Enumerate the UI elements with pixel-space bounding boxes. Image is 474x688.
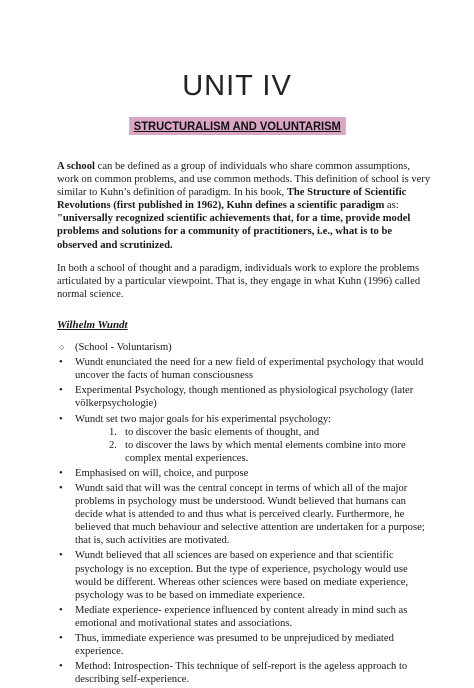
list-item bbox=[57, 549, 432, 601]
paradigm-quote: "universally recognized scientific achievements that, for a time, provide model problems and solutions for a community of practitioners, i.e., what is to be observed and scrutinized. bbox=[57, 213, 411, 251]
bullet-icon: • bbox=[59, 661, 63, 673]
paragraph-text: can be defined as a group of individuals who share common assumptions, work on common problems, and use common methods. This definition of school is very similar to Kuhn’s definition of paradigm. In his book, bbox=[57, 161, 431, 199]
paragraph-text: as: bbox=[384, 200, 399, 212]
list-item-text: Wundt set two major goals for his experimental psychology: bbox=[75, 413, 332, 425]
list-item-text: Method: Introspection- This technique of self-report is the ageless approach to describing self-experience. bbox=[75, 661, 408, 686]
document-body bbox=[57, 160, 432, 688]
bullet-icon: • bbox=[59, 482, 63, 494]
bullet-icon: • bbox=[59, 413, 63, 425]
numbered-item-text: to discover the basic elements of thought, and bbox=[125, 426, 320, 438]
list-item bbox=[57, 467, 432, 480]
list-item-text: Emphasised on will, choice, and purpose bbox=[75, 467, 249, 479]
item-number: 2. bbox=[109, 439, 117, 451]
bullet-icon: • bbox=[59, 357, 63, 369]
numbered-item-text: to discover the laws by which mental elements combine into more complex mental experiences. bbox=[125, 439, 406, 464]
bullet-icon: • bbox=[59, 550, 63, 562]
list-item bbox=[57, 660, 432, 686]
numbered-item bbox=[109, 426, 432, 439]
list-item-text: (School - Voluntarism) bbox=[75, 342, 172, 354]
bullet-icon: • bbox=[59, 467, 63, 479]
page-title: UNIT IV bbox=[182, 70, 292, 102]
section-subtitle: STRUCTURALISM AND VOLUNTARISM bbox=[129, 117, 345, 135]
list-item bbox=[57, 413, 432, 465]
bullet-icon: • bbox=[59, 633, 63, 644]
book-reference: The Structure of Scientific Revolutions (first published in 1962), Kuhn defines a scientific paradigm bbox=[57, 187, 407, 212]
list-item-text: Wundt believed that all sciences are based on experience and that scientific psychology is no exception. But the type of experience, psychology would use would be different. Whereas other sciences were based on mediate experience, psychology was to be based on immediate experience. bbox=[75, 550, 409, 601]
list-item bbox=[57, 604, 432, 630]
section-heading: Wilhelm Wundt bbox=[57, 318, 128, 331]
numbered-item bbox=[109, 439, 432, 465]
lead-term: A school bbox=[57, 161, 95, 172]
list-item bbox=[57, 482, 432, 547]
numbered-sublist bbox=[75, 426, 432, 465]
bullet-icon: • bbox=[59, 385, 63, 397]
list-item bbox=[57, 341, 432, 354]
paragraph-normal-science: In both a school of thought and a paradigm, individuals work to explore the problems articulated by a particular viewpoint. That is, they engage in what Kuhn (1996) called normal science. bbox=[57, 262, 421, 300]
bullet-list bbox=[57, 341, 432, 686]
bullet-icon: • bbox=[59, 604, 63, 616]
list-item-text: Wundt enunciated the need for a new field of experimental psychology that would uncover the facts of human consciousness bbox=[75, 357, 424, 382]
list-item bbox=[57, 632, 432, 658]
list-item-text: Mediate experience- experience influenced by content already in mind such as emotional and motivational states and associations. bbox=[75, 604, 408, 629]
list-item bbox=[57, 384, 432, 410]
hollow-bullet-icon: ○ bbox=[59, 342, 65, 353]
paragraph-school-definition bbox=[57, 160, 432, 252]
list-item-text: Thus, immediate experience was presumed to be unprejudiced by mediated experience. bbox=[75, 633, 394, 658]
list-item bbox=[57, 356, 432, 382]
list-item-text: Wundt said that will was the central concept in terms of which all of the major problems in psychology must be understood. Wundt believed that humans can decide what is attended to and thus what is perceived clearly. Furthermore, he believed that much behaviour and selective attention are undertaken for a purpose; that is, such activities are motivated. bbox=[75, 482, 425, 547]
list-item-text: Experimental Psychology, though mentioned as physiological psychology (later völkerpsychologie) bbox=[75, 385, 414, 410]
item-number: 1. bbox=[109, 426, 117, 438]
subtitle-wrap bbox=[0, 117, 474, 135]
